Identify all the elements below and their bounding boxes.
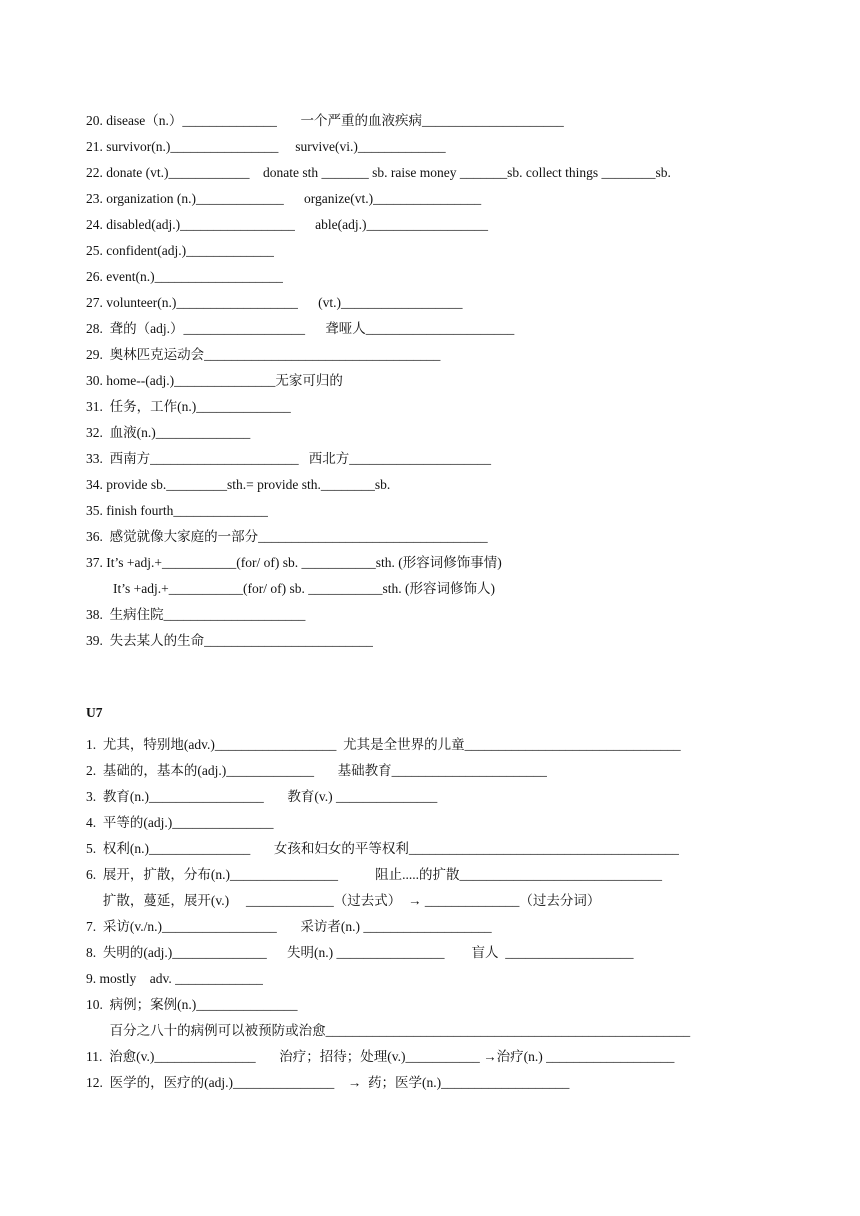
list-item: 1. 尤其，特别地(adv.)__________________ 尤其是全世界的儿童________________________________: [86, 737, 681, 752]
list-item: 20. disease（n.）______________ 一个严重的血液疾病_____________________: [86, 113, 564, 128]
list-item: 26. event(n.)___________________: [86, 269, 283, 284]
list-item: 4. 平等的(adj.)_______________: [86, 815, 274, 830]
list-item: 34. provide sb._________sth.= provide sth.________sb.: [86, 477, 391, 492]
list-item: 6. 展开，扩散，分布(n.)________________ 阻止.....的扩散______________________________: [86, 867, 662, 882]
list-item: 24. disabled(adj.)_________________ able(adj.)__________________: [86, 217, 488, 232]
list-item: 7. 采访(v./n.)_________________ 采访者(n.) ___________________: [86, 919, 492, 934]
list-item: 10. 病例；案例(n.)_______________: [86, 997, 298, 1012]
list-item: 29. 奥林匹克运动会___________________________________: [86, 347, 441, 362]
list-item: 39. 失去某人的生命_________________________: [86, 633, 373, 648]
list-item: 35. finish fourth______________: [86, 503, 268, 518]
list-item: 30. home--(adj.)_______________无家可归的: [86, 373, 343, 388]
list-item: 22. donate (vt.)____________ donate sth _______ sb. raise money _______sb. collect things ________sb.: [86, 165, 671, 180]
list-item: 5. 权利(n.)_______________ 女孩和妇女的平等权利________________________________________: [86, 841, 679, 856]
list-item: 37. It’s +adj.+___________(for/ of) sb. ___________sth. (形容词修饰事情): [86, 555, 502, 570]
list-item: It’s +adj.+___________(for/ of) sb. ___________sth. (形容词修饰人): [86, 581, 495, 596]
list-item: 8. 失明的(adj.)______________ 失明(n.) ________________ 盲人 ___________________: [86, 945, 634, 960]
list-item: 12. 医学的，医疗的(adj.)_______________ → 药；医学(n.)___________________: [86, 1075, 570, 1090]
list-item: 27. volunteer(n.)__________________ (vt.)__________________: [86, 295, 463, 310]
list-item: 25. confident(adj.)_____________: [86, 243, 274, 258]
list-item: 百分之八十的病例可以被预防或治愈______________________________________________________: [86, 1023, 691, 1038]
list-item: 2. 基础的，基本的(adj.)_____________ 基础教育_______________________: [86, 763, 547, 778]
list-item: 9. mostly adv. _____________: [86, 971, 263, 986]
list-item: 28. 聋的（adj.）__________________ 聋哑人______________________: [86, 321, 515, 336]
list-item: 3. 教育(n.)_________________ 教育(v.) _______________: [86, 789, 438, 804]
list-item: 21. survivor(n.)________________ survive(vi.)_____________: [86, 139, 446, 154]
list-item: 23. organization (n.)_____________ organize(vt.)________________: [86, 191, 482, 206]
list-item: 38. 生病住院_____________________: [86, 607, 306, 622]
list-item: 32. 血液(n.)______________: [86, 425, 251, 440]
list-item: 扩散，蔓延，展开(v.) _____________（过去式） → ______________（过去分词）: [86, 893, 601, 908]
list-item: 33. 西南方______________________ 西北方_____________________: [86, 451, 491, 466]
section-heading: U7: [86, 705, 103, 720]
list-item: 31. 任务，工作(n.)______________: [86, 399, 291, 414]
list-item: 11. 治愈(v.)_______________ 治疗；招待；处理(v.)___________ →治疗(n.) ___________________: [86, 1049, 675, 1064]
list-item: 36. 感觉就像大家庭的一部分__________________________________: [86, 529, 488, 544]
